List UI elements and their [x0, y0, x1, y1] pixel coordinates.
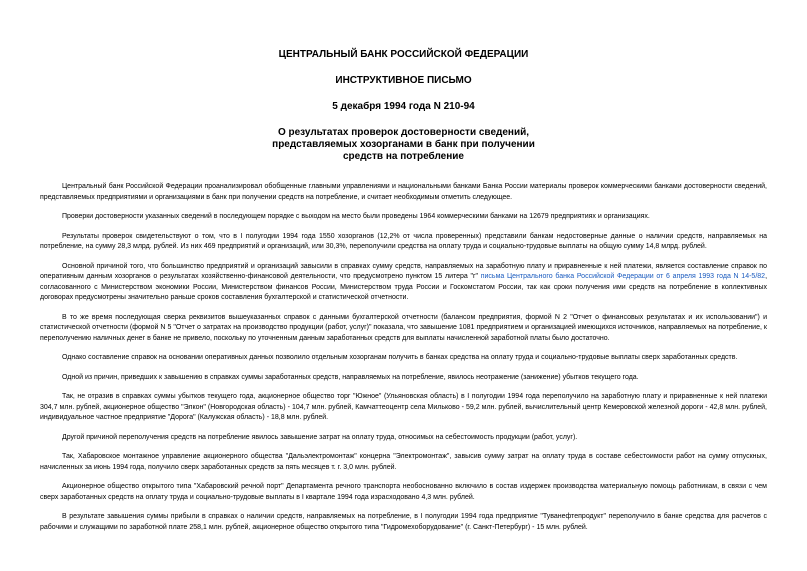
document-body — [40, 182, 767, 533]
body-paragraph: Так, Хабаровское монтажное управление акционерного общества "Дальэлектромонтаж" концерна "Электромонтаж", завысив сумму затрат на оплату труда в составе себестоимости работ на сумму отпускных, начисленных за июнь 1994 года, получило сверх заработанных средств за пять месяцев т. г. 3,0 млн. рублей. — [40, 453, 767, 471]
document-title-line: О результатах проверок достоверности сведений, — [277, 127, 530, 138]
body-paragraph: Проверки достоверности указанных сведений в последующем порядке с выходом на место были проведены 1964 коммерческими банками на 12679 предприятиях и организациях. — [62, 213, 650, 220]
body-paragraph: Результаты проверок свидетельствуют о том, что в I полугодии 1994 года 1550 хозорганов (12,2% от числа проверенных) представили банкам недостоверные данные о наличии средств, направляемых на потребление, на сумму 28,3 млрд. рублей. Из них 469 предприятий и организаций, или 30,3%, переполучили средства на оплату труда и социально-трудовые выплаты на общую сумму 14,8 млрд. рублей. — [40, 232, 767, 250]
body-paragraph: Так, не отразив в справках суммы убытков текущего года, акционерное общество торг "Южное" (Ульяновская область) в I полугодии 1994 года переполучило на заработную плату и приравненные к ней платежи 304,7 млн. рублей, акционерное общество "Элкон" (Новгородская область) - 104,7 млн. рублей, Камчаттеоцентр села Мильково - 59,2 млн. рублей, вычислительный центр Кемеровской железной дороги - 42,8 млн. рублей, индивидуальное частное предприятие "Дорога" (Калужская область) - 18,8 млн. рублей. — [40, 393, 767, 421]
body-paragraph: Одной из причин, приведших к завышению в справках суммы заработанных средств, направляемых на потребление, явилось неотражение (занижение) убытков текущего года. — [62, 373, 639, 381]
issuer-heading: ЦЕНТРАЛЬНЫЙ БАНК РОССИЙСКОЙ ФЕДЕРАЦИИ — [278, 49, 529, 60]
body-paragraph: Другой причиной переполучения средств на потребление явилось завышение затрат на оплату труда, относимых на себестоимость продукции (работ, услуг). — [62, 433, 578, 441]
document-title-line: представляемых хозорганами в банк при получении — [272, 139, 535, 150]
document-type-heading: ИНСТРУКТИВНОЕ ПИСЬМО — [335, 75, 472, 86]
body-paragraph: В то же время последующая сверка реквизитов вышеуказанных справок с данными бухгалтерской отчетности (балансом предприятия, формой N 2 "Отчет о финансовых результатах и их использовании") и статистической отчетности (формой N 5 "Отчет о затратах на производство продукции (работ, услуг)" показала, что завышение 1081 предприятием и организацией имеющихся источников, направляемых на потребление, к переполучению наличных денег в банке не привело, поскольку по уточненным данным заработанных средств для выплаты начисленной заработной платы было достаточно. — [40, 313, 767, 342]
body-paragraph: Центральный банк Российской Федерации проанализировал обобщенные главными управлениями и национальными банками Банка России материалы проверок коммерческими банками достоверности сведений, представляемых предприятиями и организациями в банк при получении средств на потребление, и считает необходимым отметить следующее. — [40, 183, 767, 201]
paragraph-text: , согласованного с Министерством экономики России, Министерством финансов России, Министерством труда России и Госкомстатом России, так как сроки получения ими средств на потребление в коллективных договорах предусмотрены значительно раньше сроков составления бухгалтерской и статистической отчетности. — [40, 273, 768, 301]
body-paragraph — [40, 262, 767, 304]
referenced-letter-link[interactable]: письма Центрального банка Российской Федерации от 6 апреля 1993 года N 14-5/82 — [480, 273, 766, 280]
body-paragraph: Однако составление справок на основании оперативных данных позволило отдельным хозорганам получить в банках средства на оплату труда и социально-трудовые выплаты сверх заработанных средств. — [62, 354, 738, 361]
document-title-line: средств на потребление — [342, 151, 464, 162]
document-date-number: 5 декабря 1994 года N 210-94 — [332, 101, 475, 112]
body-paragraph: В результате завышения суммы прибыли в справках о наличии средств, направляемых на потребление, в I полугодии 1994 года предприятие "Туванефтепродукт" переполучило в банке средства для расчетов с рабочими и служащими по заработной плате 258,1 млн. рублей, акционерное общество открытого типа "Гидромехоборудование" (г. Санкт-Петербург) - 15 млн. рублей. — [40, 513, 767, 531]
paragraph-text: Основной причиной того, что большинство предприятий и организаций завысили в справках сумму средств, направляемых на заработную плату и приравненные к ней платежи, является составление справок по оперативным данным хозорганов о результатах хозяйственно-финансовой деятельности, что предусмотрено пунктом 15 литера "г" — [40, 262, 767, 280]
body-paragraph: Акционерное общество открытого типа "Хабаровский речной порт" Департамента речного транспорта необоснованно включило в состав издержек производства материальную помощь работникам, в связи с чем сверх заработанных средств на оплату труда и социально-трудовые выплаты в I квартале 1994 года израсходовано 4,3 млн. рублей. — [40, 483, 767, 501]
document-title — [40, 127, 767, 163]
